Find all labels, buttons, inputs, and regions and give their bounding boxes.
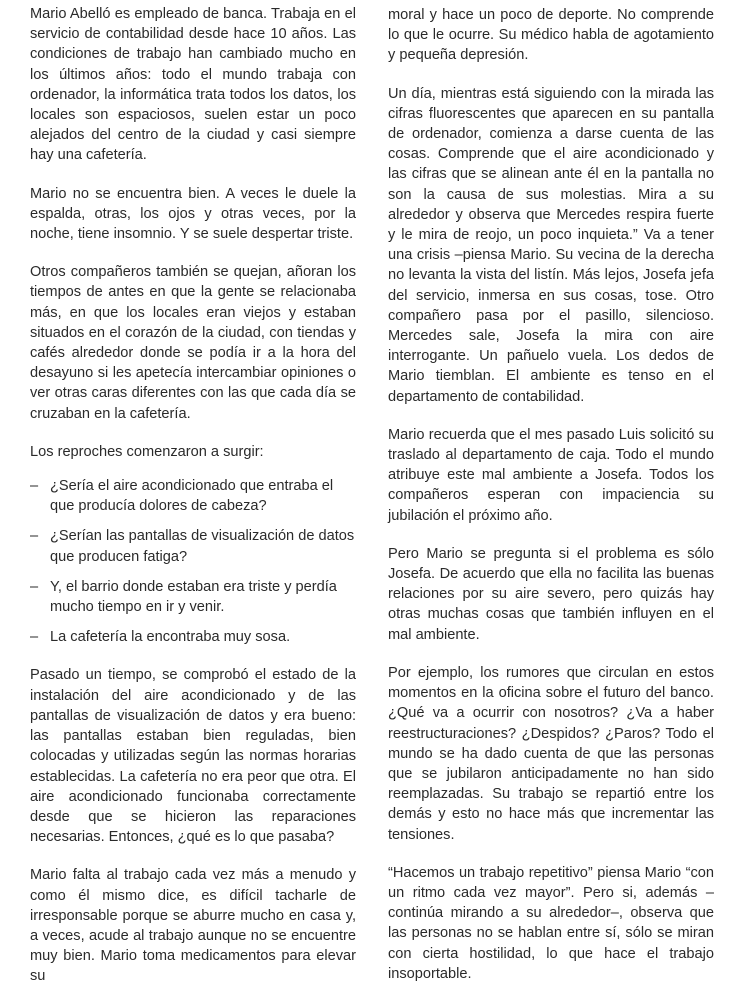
list-item: – ¿Serían las pantallas de visualización de datos que producen fatiga?	[30, 526, 356, 566]
paragraph: moral y hace un poco de deporte. No comprende lo que le ocurre. Su médico habla de agotamiento y pequeña depresión.	[388, 7, 714, 64]
list-item: – Y, el barrio donde estaban era triste y perdía mucho tiempo en ir y venir.	[30, 577, 356, 617]
paragraph: Mario no se encuentra bien. A veces le duele la espalda, otras, los ojos y otras veces, por la noche, tiene insomnio. Y se suele despertar triste.	[30, 185, 356, 243]
paragraph: Mario Abelló es empleado de banca. Trabaja en el servicio de contabilidad desde hace 10 años. Las condiciones de trabajo han cambiado mucho en los últimos años: todo el mundo trabaja con ordenador, la informática trata todos los datos, los locales son espaciosos, suelen estar un poco alejados del centro de la ciudad y casi siempre hay una cafetería.	[30, 6, 356, 164]
paragraph: Un día, mientras está siguiendo con la mirada las cifras fluorescentes que aparecen en su pantalla de ordenador, comienza a darse cuenta de las cosas. Comprende que el aire acondicionado y las cifras que se alinean ante él en la pantalla no son la causa de sus molestias. Mira a su alrededor y observa que Mercedes respira fuerte y le mira de reojo, un poco inquieta.” Va a tener una crisis –piensa Mario. Su vecina de la derecha no levanta la vista del listín. Más lejos, Josefa jefa del servicio, inmersa en sus cosas, tose. Otro compañero pasa por el pasillo, silencioso. Mercedes sale, Josefa la mira con aire interrogante. Un pañuelo vuela. Los dedos de Mario tiemblan. El ambiente es tenso en el departamento de contabilidad.	[388, 85, 714, 405]
paragraph: Mario falta al trabajo cada vez más a menudo y como él mismo dice, es difícil tacharle de irresponsable porque se aburre mucho en casa y, a veces, acude al trabajo aunque no se encuentre muy bien. Mario toma medicamentos para elevar su	[30, 867, 356, 985]
paragraph: Los reproches comenzaron a surgir:	[30, 443, 264, 460]
paragraph: Mario recuerda que el mes pasado Luis solicitó su traslado al departamento de caja. Todo el mundo atribuye este mal ambiente a Josefa. Todos los compañeros esperan con impaciencia su jubilación el próximo año.	[388, 426, 714, 524]
paragraph: Otros compañeros también se quejan, añoran los tiempos de antes en que la gente se relacionaba más, en que los locales eran viejos y estaban situados en el corazón de la ciudad, con tiendas y cafés alrededor donde se podía ir a la hora del desayuno si les apetecía intercambiar opiniones o ver otras caras diferentes con las que cada día se cruzaban en la cafetería.	[30, 264, 356, 422]
right-column	[388, 5, 714, 1002]
paragraph: Pasado un tiempo, se comprobó el estado de la instalación del aire acondicionado y de las pantallas de visualización de datos y era bueno: las pantallas estaban bien reguladas, bien colocadas y utilizadas según las normas horarias establecidas. La cafetería no era peor que otra. El aire acondicionado funcionaba correctamente desde que se hicieron las reparaciones necesarias. Entonces, ¿qué es lo que pasaba?	[30, 667, 356, 846]
list-item: – La cafetería la encontraba muy sosa.	[30, 627, 356, 647]
paragraph: Por ejemplo, los rumores que circulan en estos momentos en la oficina sobre el futuro del banco. ¿Qué va a ocurrir con nosotros? ¿Va a haber reestructuraciones? ¿Despidos? ¿Paros? Todo el mundo se ha dado cuenta de que las personas que se jubilaron anticipadamente no han sido reemplazadas. Su trabajo se repartió entre los demás y esto no hace más que incrementar las tensiones.	[388, 664, 714, 843]
paragraph: Pero Mario se pregunta si el problema es sólo Josefa. De acuerdo que ella no facilita las buenas relaciones por su aire severo, pero quizás hay otras muchas cosas que también influyen en el mal ambiente.	[388, 545, 714, 643]
list-item: – ¿Sería el aire acondicionado que entraba el que producía dolores de cabeza?	[30, 476, 356, 516]
reproaches-list	[30, 476, 356, 647]
left-column	[30, 4, 356, 1005]
paragraph: “Hacemos un trabajo repetitivo” piensa Mario “con un ritmo cada vez mayor”. Pero si, además –continúa mirando a su alrededor–, observa que las personas no se hablan entre sí, sólo se miran con cierta hostilidad, lo que hace el trabajo insoportable.	[388, 864, 714, 982]
